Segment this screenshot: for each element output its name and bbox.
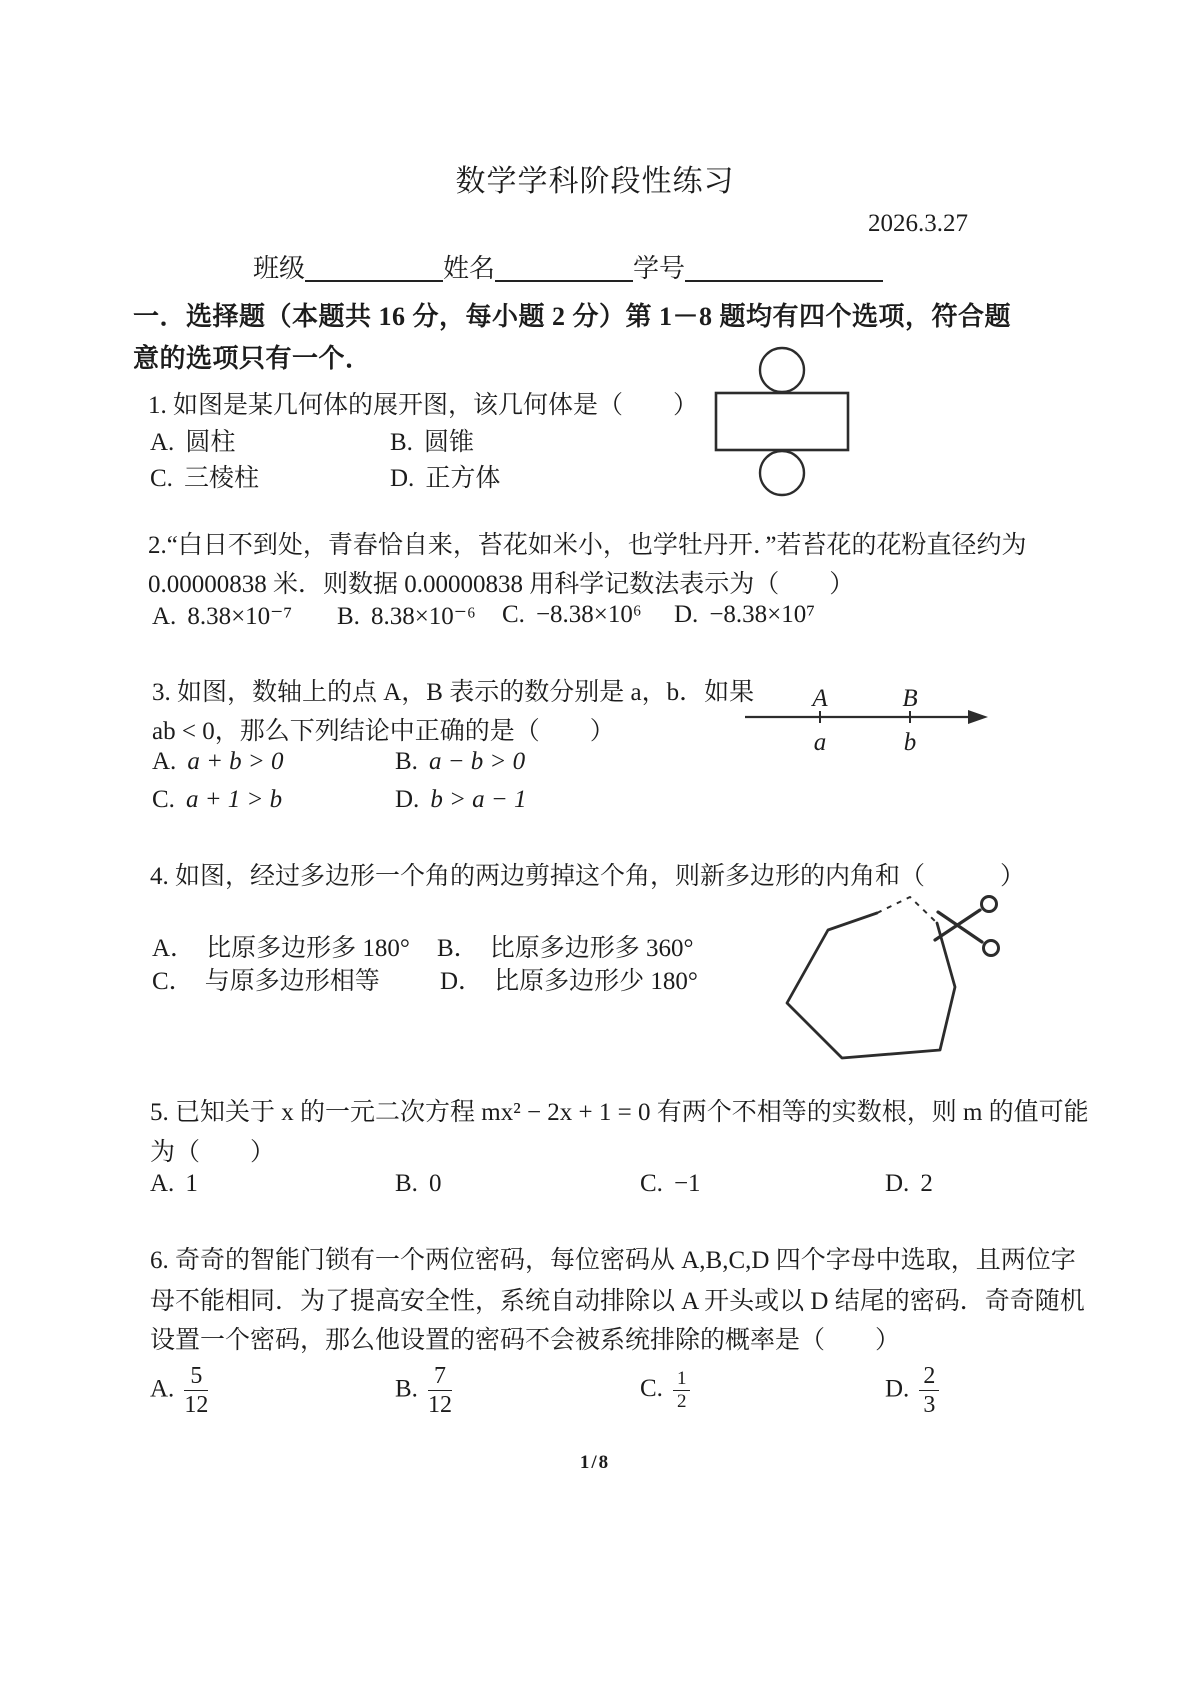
option-text: 2: [920, 1170, 933, 1197]
q6-option-a: [150, 1362, 208, 1420]
fraction: [919, 1362, 939, 1420]
page-title: 数学学科阶段性练习: [455, 165, 735, 198]
fraction-denominator: 3: [923, 1392, 936, 1419]
option-text: 比原多边形多 360°: [489, 935, 694, 962]
q1-option-b: [390, 422, 474, 458]
option-label: B.: [390, 429, 413, 456]
polygon-cut-figure: [740, 878, 1020, 1078]
option-label: C.: [640, 1170, 663, 1197]
option-text: 比原多边形多 180°: [206, 935, 410, 962]
q6-text-line3: 设置一个密码，那么他设置的密码不会被系统排除的概率是（ ）: [150, 1327, 901, 1354]
option-text: −8.38×10⁷: [709, 601, 815, 628]
option-text: 8.38×10⁻⁷: [187, 603, 293, 630]
number-line-figure: [742, 680, 992, 758]
student-info-row: [253, 248, 883, 285]
scissors-handle: [984, 941, 999, 956]
option-label: D.: [885, 1170, 910, 1197]
option-label: A.: [152, 748, 177, 775]
q1-option-a: [150, 422, 235, 458]
section-heading-line1: 一．选择题（本题共 16 分，每小题 2 分）第 1－8 题均有四个选项，符合题: [133, 302, 1012, 331]
fraction-numerator: 1: [673, 1368, 691, 1391]
option-text: 比原多边形少 180°: [494, 968, 698, 995]
option-label: C.: [150, 465, 173, 492]
q2-option-c: [502, 601, 642, 629]
q5-text-line1: 5. 已知关于 x 的一元二次方程 mx² − 2x + 1 = 0 有两个不相等的实数根，则 m 的值可能: [150, 1099, 1089, 1126]
fraction-numerator: 5: [184, 1362, 208, 1391]
cylinder-net-figure: [710, 340, 860, 502]
option-label: A.: [150, 1170, 175, 1197]
q6-option-b: [395, 1362, 452, 1420]
q5-option-b: [395, 1170, 441, 1198]
option-label: B．: [437, 935, 479, 962]
option-text: 1: [185, 1170, 198, 1197]
option-label: D.: [885, 1375, 910, 1403]
option-text: 三棱柱: [183, 465, 259, 492]
q4-text: 4. 如图，经过多边形一个角的两边剪掉这个角，则新多边形的内角和（ ）: [150, 863, 1026, 890]
q6-text-line2: 母不能相同．为了提高安全性，系统自动排除以 A 开头或以 D 结尾的密码．奇奇随机: [150, 1288, 1085, 1315]
q4-option-a: [152, 928, 410, 964]
q3-option-b: [395, 748, 525, 776]
option-label: C.: [640, 1375, 663, 1403]
point-a-label: A: [812, 685, 828, 712]
option-text: 圆锥: [423, 429, 474, 456]
q3-text-line1: 3. 如图，数轴上的点 A，B 表示的数分别是 a，b．如果: [152, 679, 755, 706]
option-label: A．: [152, 935, 196, 962]
scissors-handle: [982, 897, 997, 912]
page-number: 1/8: [579, 1452, 611, 1473]
q3-text-line2: ab < 0，那么下列结论中正确的是（ ）: [152, 718, 615, 745]
student-id-blank-line: [685, 254, 883, 282]
option-text: 与原多边形相等: [204, 968, 380, 995]
option-text: a + b > 0: [187, 748, 284, 775]
q2-option-d: [674, 601, 815, 629]
exam-date: 2026.3.27: [868, 210, 968, 237]
q3-option-d: [395, 786, 527, 814]
option-text: b > a − 1: [430, 786, 527, 813]
point-b-label: B: [902, 685, 918, 712]
q2-text-line2: 0.00000838 米．则数据 0.00000838 用科学记数法表示为（ ）: [148, 571, 855, 598]
fraction: [673, 1368, 691, 1413]
fraction: [428, 1362, 452, 1420]
q4-option-c: [152, 961, 380, 997]
fraction: [184, 1362, 208, 1420]
option-label: B.: [337, 603, 360, 630]
q3-option-c: [152, 786, 282, 814]
q1-option-c: [150, 458, 259, 494]
option-text: −8.38×10⁶: [535, 601, 642, 628]
value-b-label: b: [903, 729, 917, 756]
q4-option-d: [440, 961, 698, 997]
q3-option-a: [152, 748, 284, 776]
option-text: a + 1 > b: [185, 786, 283, 813]
q2-text-line1: 2.“白日不到处，青春恰自来，苔花如米小，也学牡丹开．”若苔花的花粉直径约为: [148, 532, 1027, 559]
polygon-outline: [787, 913, 955, 1058]
option-label: A.: [150, 1375, 175, 1403]
option-label: D.: [390, 465, 415, 492]
q5-option-c: [640, 1170, 701, 1198]
option-label: D．: [440, 968, 484, 995]
net-bottom-circle: [760, 451, 804, 495]
fraction-numerator: 2: [919, 1362, 939, 1391]
option-text: −1: [673, 1170, 701, 1197]
name-blank-line: [495, 254, 633, 282]
option-label: C．: [152, 968, 194, 995]
fraction-denominator: 12: [427, 1392, 452, 1419]
option-text: 0: [428, 1170, 442, 1197]
scissors-blade: [938, 912, 982, 942]
name-label: 姓名: [443, 254, 496, 283]
axis-arrowhead: [968, 710, 988, 724]
q1-text: 1. 如图是某几何体的展开图，该几何体是（ ）: [148, 392, 699, 419]
option-label: D.: [395, 786, 420, 813]
option-label: D.: [674, 601, 699, 628]
q6-option-d: [885, 1362, 939, 1420]
option-label: B.: [395, 1375, 418, 1403]
q2-option-a: [152, 601, 292, 631]
student-id-label: 学号: [633, 254, 686, 283]
fraction-denominator: 12: [184, 1392, 209, 1419]
option-text: a − b > 0: [428, 748, 526, 775]
fraction-denominator: 2: [676, 1390, 687, 1412]
q1-option-d: [390, 458, 500, 494]
q6-option-c: [640, 1368, 690, 1413]
option-label: A.: [152, 603, 177, 630]
section-heading-line2: 意的选项只有一个．: [133, 344, 372, 373]
option-text: 8.38×10⁻⁶: [370, 603, 476, 630]
net-rectangle: [716, 393, 848, 450]
fraction-numerator: 7: [428, 1362, 452, 1391]
q5-option-d: [885, 1170, 933, 1198]
q4-option-b: [437, 928, 693, 964]
q2-option-b: [337, 601, 476, 631]
class-blank-line: [305, 254, 443, 282]
option-text: 圆柱: [185, 429, 236, 456]
q5-text-line2: 为（ ）: [150, 1139, 276, 1166]
value-a-label: a: [813, 729, 827, 756]
q5-option-a: [150, 1170, 198, 1198]
option-label: C.: [502, 601, 525, 628]
option-label: B.: [395, 1170, 418, 1197]
class-label: 班级: [253, 254, 306, 283]
option-label: C.: [152, 786, 175, 813]
option-text: 正方体: [425, 465, 501, 492]
cut-corner-dashed-line: [877, 897, 937, 923]
option-label: B.: [395, 748, 418, 775]
q6-text-line1: 6. 奇奇的智能门锁有一个两位密码，每位密码从 A,B,C,D 四个字母中选取，且两位字: [150, 1247, 1076, 1274]
option-label: A.: [150, 429, 175, 456]
net-top-circle: [760, 348, 804, 392]
